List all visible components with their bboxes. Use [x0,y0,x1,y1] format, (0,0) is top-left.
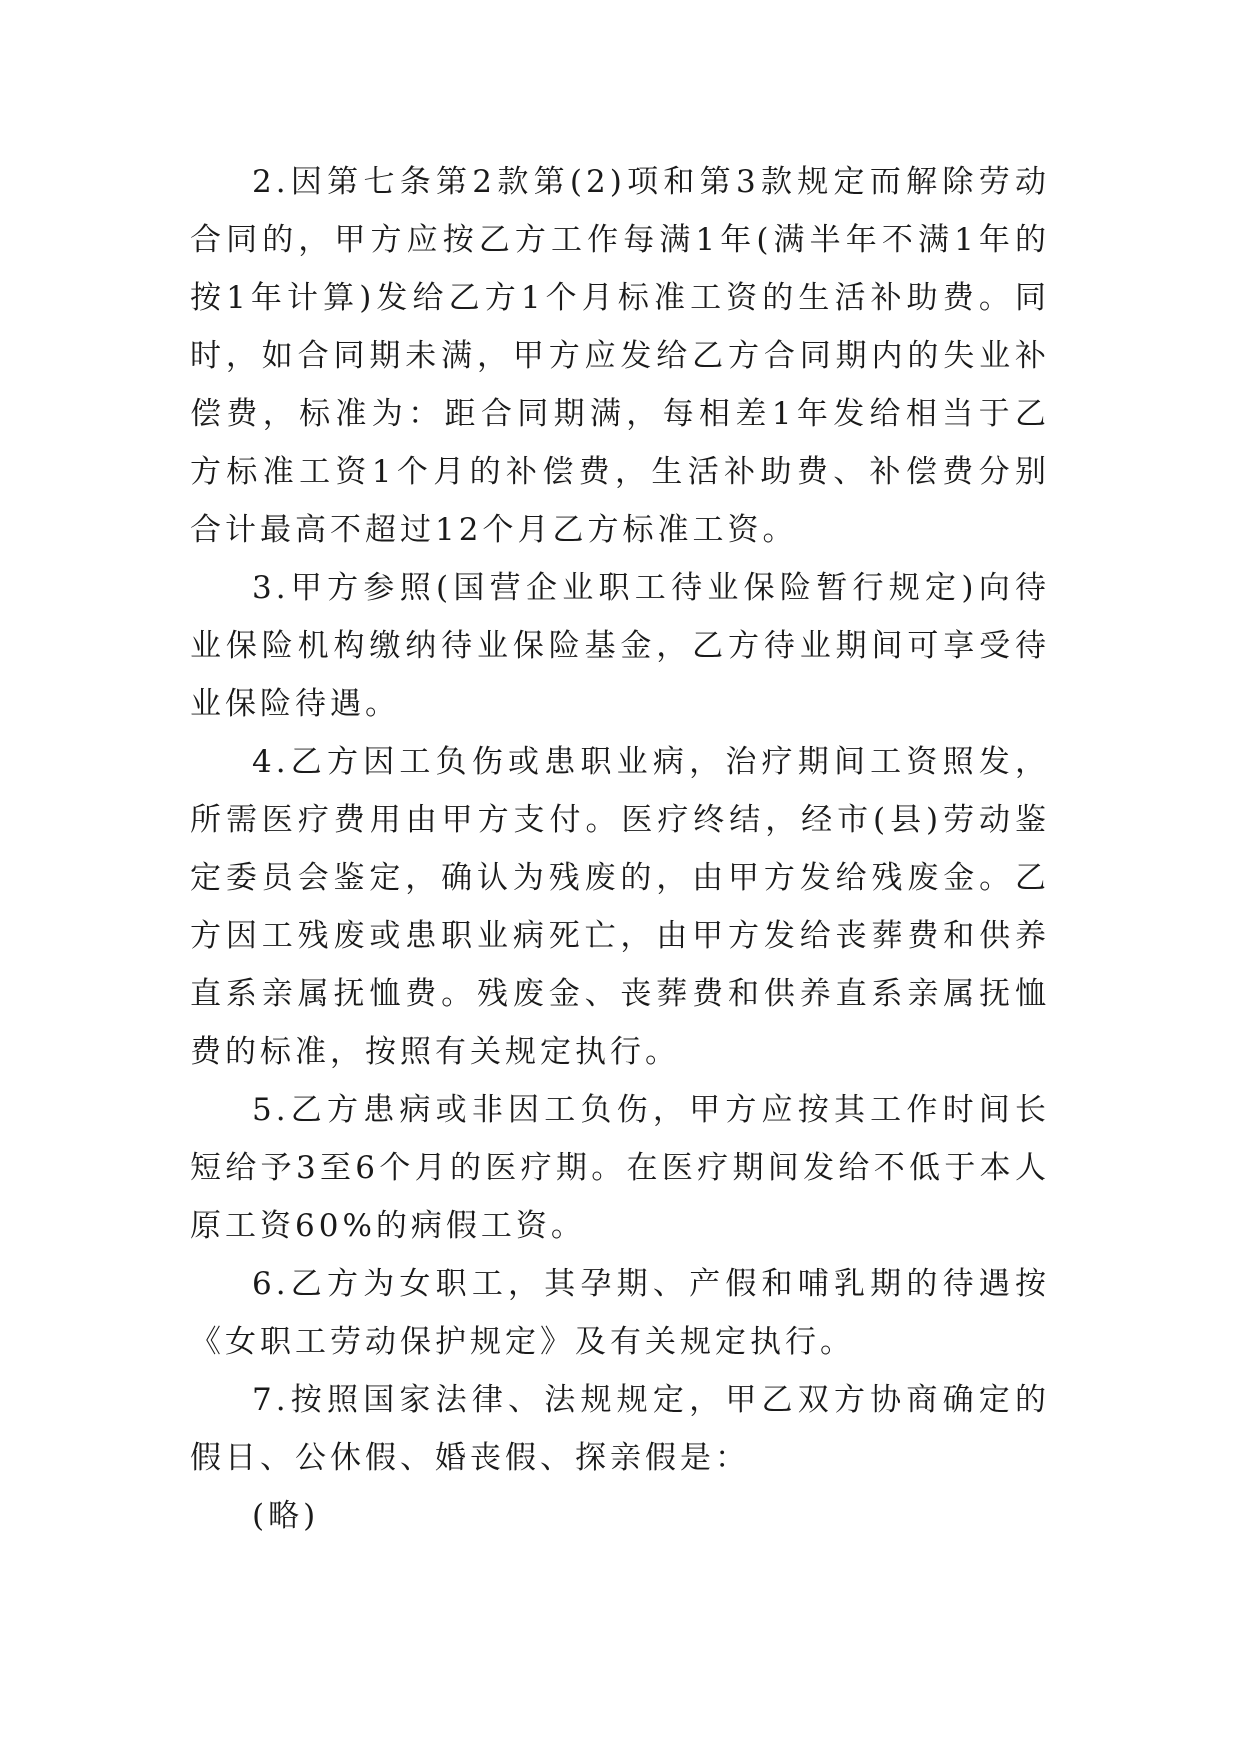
paragraph-clause-2: 2.因第七条第2款第(2)项和第3款规定而解除劳动合同的，甲方应按乙方工作每满1年(满半年不满1年的按1年计算)发给乙方1个月标准工资的生活补助费。同时，如合同期未满，甲方应发给乙方合同期内的失业补偿费，标准为：距合同期满，每相差1年发给相当于乙方标准工资1个月的补偿费，生活补助费、补偿费分别合计最高不超过12个月乙方标准工资。 [190,164,1050,548]
paragraph-clause-5: 5.乙方患病或非因工负伤，甲方应按其工作时间长短给予3至6个月的医疗期。在医疗期间发给不低于本人原工资60%的病假工资。 [190,1092,1050,1244]
document-body [190,153,1050,1545]
paragraph-clause-7: 7.按照国家法律、法规规定，甲乙双方协商确定的假日、公休假、婚丧假、探亲假是： [190,1382,1050,1476]
paragraph-clause-4: 4.乙方因工负伤或患职业病，治疗期间工资照发，所需医疗费用由甲方支付。医疗终结，经市(县)劳动鉴定委员会鉴定，确认为残废的，由甲方发给残废金。乙方因工残废或患职业病死亡，由甲方发给丧葬费和供养直系亲属抚恤费。残废金、丧葬费和供养直系亲属抚恤费的标准，按照有关规定执行。 [190,744,1050,1070]
paragraph-omitted: (略) [252,1498,320,1534]
paragraph-clause-6: 6.乙方为女职工，其孕期、产假和哺乳期的待遇按《女职工劳动保护规定》及有关规定执行。 [190,1266,1050,1360]
paragraph-clause-3: 3.甲方参照(国营企业职工待业保险暂行规定)向待业保险机构缴纳待业保险基金，乙方待业期间可享受待业保险待遇。 [190,570,1050,722]
